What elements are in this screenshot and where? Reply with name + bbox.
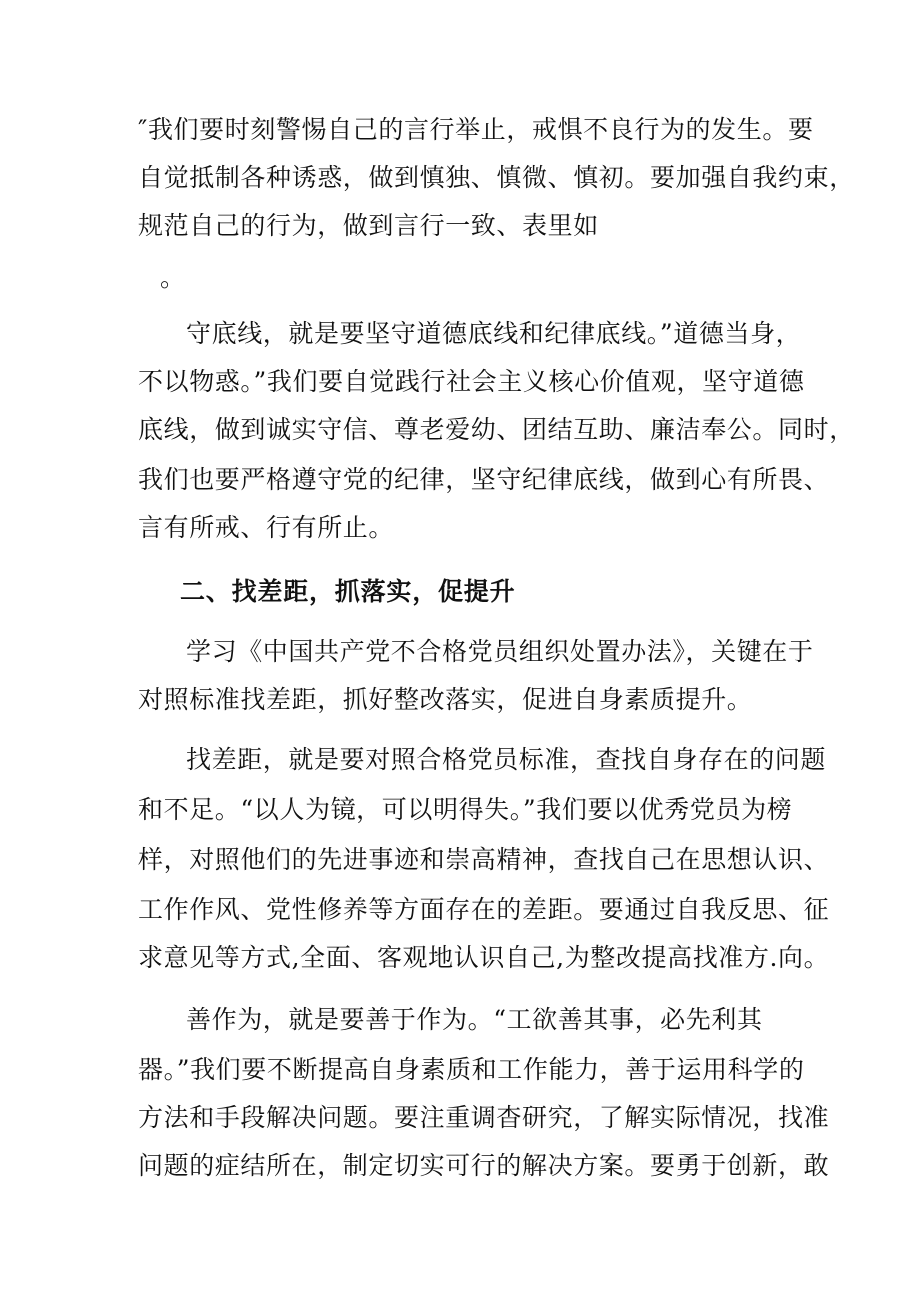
text-line: 。 [160, 263, 186, 292]
text-line: 方法和手段解决问题。要注重调杳研究，了解实际情况，找准 [138, 1103, 830, 1132]
text-line: 学习《中国共产党不合格党员组织处置办法》，关键在于 [186, 637, 814, 666]
text-line: 问题的症结所在，制定切实可行的解决方案。要勇于创新，敢 [138, 1151, 830, 1180]
text-line: ″我们要时刻警惕自己的言行举止，戒惧不良行为的发生。要 [138, 115, 814, 144]
text-line: 善作为，就是要善于作为。“工欲善其事，必先利其 [186, 1005, 763, 1034]
text-line: 和不足。“以人为镜，可以明得失。”我们要以优秀党员为榜 [138, 795, 793, 824]
text-line: 自觉抵制各种诱惑，做到慎独、慎微、慎初。要加强自我约束， [138, 163, 855, 192]
text-line: 求意见等方式,全面、客观地认识自己,为整改提高找准方.向。 [138, 943, 830, 972]
text-line: 样，对照他们的先进事迹和崇高精神，查找自己在思想认识、 [138, 845, 830, 874]
text-line: 对照标准找差距，抓好整改落实，促进自身素质提升。 [138, 685, 753, 714]
section-heading: 二、找差距，抓落实，促提升 [180, 577, 516, 606]
text-line: 工作作风、党性修养等方面存在的差距。要通过自我反思、征 [138, 895, 830, 924]
text-line: 我们也要严格遵守党的纪律，坚守纪律底线，做到心有所畏、 [138, 465, 830, 494]
text-line: 言有所戒、行有所止。 [138, 513, 395, 542]
text-line: 不以物惑。”我们要自觉践行社会主义核心价值观，坚守道德 [138, 367, 805, 396]
text-line: 规范自己的行为，做到言行一致、表里如 [138, 211, 599, 240]
text-line: 找差距，就是要对照合格党员标准，查找自身存在的问题 [186, 745, 827, 774]
text-line: 守底线，就是要坚守道德底线和纪律底线。”道德当身， [186, 319, 802, 348]
text-line: 底线，做到诚实守信、尊老爱幼、团结互助、廉洁奉公。同时， [138, 415, 855, 444]
text-line: 器。”我们要不断提高自身素质和工作能力，善于运用科学的 [138, 1055, 805, 1084]
